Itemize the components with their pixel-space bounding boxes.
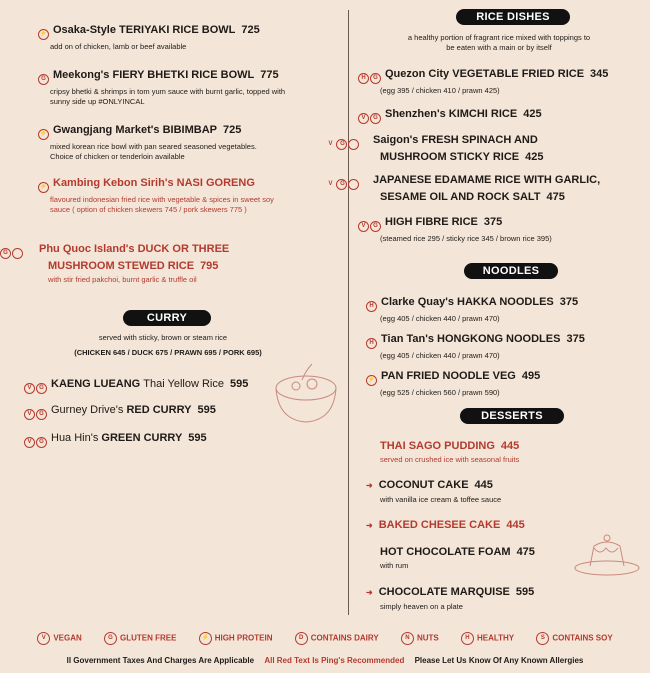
legend-nuts: N NUTS: [401, 632, 439, 645]
vegan-icon: V: [358, 221, 369, 232]
menu-item-bhetki[interactable]: G Meekong's FIERY BHETKI RICE BOWL 775 cripsy bhetki & shrimps in tom yum sauce with burnt garlic, topped with sunny side up #ONLYINCAL: [38, 68, 288, 107]
column-divider: [348, 10, 349, 615]
vegan-icon: V: [24, 383, 35, 394]
soy-icon: S: [536, 632, 549, 645]
vegan-icon: V: [336, 179, 347, 190]
rice-note: a healthy portion of fragrant rice mixed with toppings to be eaten with a main or by itself: [407, 33, 591, 52]
gluten-free-icon: G: [370, 221, 381, 232]
healthy-icon: H: [461, 632, 474, 645]
vegan-icon: V: [336, 139, 347, 150]
menu-item-high-fibre-rice[interactable]: V G HIGH FIBRE RICE 375 (steamed rice 295 / sticky rice 345 / brown rice 395): [358, 215, 552, 244]
high-protein-icon: ⚡: [38, 182, 49, 193]
vegan-icon: V: [24, 409, 35, 420]
menu-item-nasi-goreng[interactable]: ⚡ Kambing Kebon Sirih's NASI GORENG flavoured indonesian fried rice with vegetable & spices in sweet soy sauce ( option of chicken skewers 745 / pork skewers 775 ): [39, 177, 274, 214]
vegan-icon: V: [358, 113, 369, 124]
gluten-free-icon: G: [36, 437, 47, 448]
gluten-free-icon: G: [348, 179, 359, 190]
healthy-icon: H: [366, 301, 377, 312]
menu-item-chocolate-marquise[interactable]: ➜ CHOCOLATE MARQUISE 595 simply heaven on a plate: [366, 586, 535, 611]
footer-recommended: All Red Text Is Ping's Recommended: [264, 656, 405, 665]
recommended-arrow-icon: ➜: [366, 481, 373, 490]
menu-item-bibimbap[interactable]: ⚡ Gwangjang Market's BIBIMBAP 725 mixed korean rice bowl with pan seared seasoned vegetables. Choice of chicken or tenderloin available: [39, 124, 257, 161]
healthy-icon: H: [358, 73, 369, 84]
menu-item-green-curry[interactable]: V G Hua Hin's GREEN CURRY 595: [24, 431, 207, 448]
menu-item-spinach-sticky-rice[interactable]: V G Saigon's FRESH SPINACH AND MUSHROOM STICKY RICE 425: [328, 134, 544, 163]
menu-item-edamame-rice[interactable]: V G JAPANESE EDAMAME RICE WITH GARLIC, SESAME OIL AND ROCK SALT 475: [328, 174, 601, 203]
gluten-free-icon: G: [36, 409, 47, 420]
menu-item-red-curry[interactable]: V G Gurney Drive's RED CURRY 595: [24, 403, 216, 420]
menu-item-hakka-noodles[interactable]: H Clarke Quay's HAKKA NOODLES 375 (egg 405 / chicken 440 / prawn 470): [366, 295, 578, 324]
menu-item-vegetable-fried-rice[interactable]: H G Quezon City VEGETABLE FRIED RICE 345 (egg 395 / chicken 410 / prawn 425): [358, 67, 608, 96]
legend-healthy: H HEALTHY: [461, 632, 514, 645]
menu-item-duck-stewed-rice[interactable]: G Phu Quoc Island's DUCK OR THREE MUSHROOM STEWED RICE 795 with stir fried pakchoi, burnt garlic & truffle oil: [24, 242, 264, 285]
menu-item-pan-fried-noodle[interactable]: ⚡ PAN FRIED NOODLE VEG 495 (egg 525 / chicken 560 / prawn 590): [367, 370, 541, 397]
vegan-icon: V: [37, 632, 50, 645]
gluten-free-icon: G: [348, 139, 359, 150]
menu-item-thai-sago-pudding[interactable]: THAI SAGO PUDDING 445 served on crushed ice with seasonal fruits: [380, 440, 520, 464]
menu-item-coconut-cake[interactable]: ➜ COCONUT CAKE 445 with vanilla ice cream & toffee sauce: [366, 479, 502, 504]
pudding-illustration-icon: [572, 528, 642, 578]
nuts-icon: N: [401, 632, 414, 645]
recommended-arrow-icon: ➜: [366, 521, 373, 530]
recommended-arrow-icon: ➜: [366, 588, 373, 597]
footer-notes: [0, 656, 650, 665]
section-heading-rice-dishes: RICE DISHES: [456, 9, 570, 25]
footer-allergies: Please Let Us Know Of Any Known Allergies: [414, 656, 584, 665]
curry-prices: (CHICKEN 645 / DUCK 675 / PRAWN 695 / PORK 695): [74, 348, 262, 357]
vegan-icon: V: [24, 437, 35, 448]
menu-item-teriyaki[interactable]: ⚡ Osaka-Style TERIYAKI RICE BOWL 725 add on of chicken, lamb or beef available: [39, 24, 260, 51]
high-protein-icon: ⚡: [366, 375, 377, 386]
dietary-legend: [0, 632, 650, 645]
menu-item-kaeng-lueang[interactable]: V G KAENG LUEANG Thai Yellow Rice 595: [24, 377, 248, 394]
menu-item-baked-cheese-cake[interactable]: ➜ BAKED CHESEE CAKE 445: [366, 519, 525, 531]
legend-vegan: V VEGAN: [37, 632, 81, 645]
high-protein-icon: ⚡: [199, 632, 212, 645]
legend-contains-soy: S CONTAINS SOY: [536, 632, 612, 645]
gluten-free-icon: G: [370, 73, 381, 84]
section-heading-desserts: DESSERTS: [460, 408, 564, 424]
high-protein-icon: ⚡: [38, 29, 49, 40]
legend-contains-dairy: D CONTAINS DAIRY: [295, 632, 379, 645]
section-heading-noodles: NOODLES: [464, 263, 558, 279]
gluten-free-icon: G: [12, 248, 23, 259]
menu-item-kimchi-rice[interactable]: V G Shenzhen's KIMCHI RICE 425: [358, 107, 542, 124]
footer-taxes: ll Government Taxes And Charges Are Applicable: [66, 656, 255, 665]
menu-item-hongkong-noodles[interactable]: H Tian Tan's HONGKONG NOODLES 375 (egg 405 / chicken 440 / prawn 470): [366, 332, 585, 361]
healthy-icon: H: [366, 338, 377, 349]
legend-gluten-free: G GLUTEN FREE: [104, 632, 176, 645]
section-heading-curry: CURRY: [123, 310, 211, 326]
dairy-icon: D: [295, 632, 308, 645]
gluten-free-icon: G: [36, 383, 47, 394]
gluten-free-icon: G: [104, 632, 117, 645]
gluten-free-icon: G: [370, 113, 381, 124]
gluten-free-icon: G: [38, 74, 49, 85]
menu-item-hot-chocolate-foam[interactable]: HOT CHOCOLATE FOAM 475 with rum: [380, 546, 535, 570]
curry-bowl-illustration-icon: [272, 360, 340, 432]
curry-note: served with sticky, brown or steam rice: [98, 333, 228, 342]
legend-high-protein: ⚡ HIGH PROTEIN: [199, 632, 273, 645]
high-protein-icon: ⚡: [38, 129, 49, 140]
